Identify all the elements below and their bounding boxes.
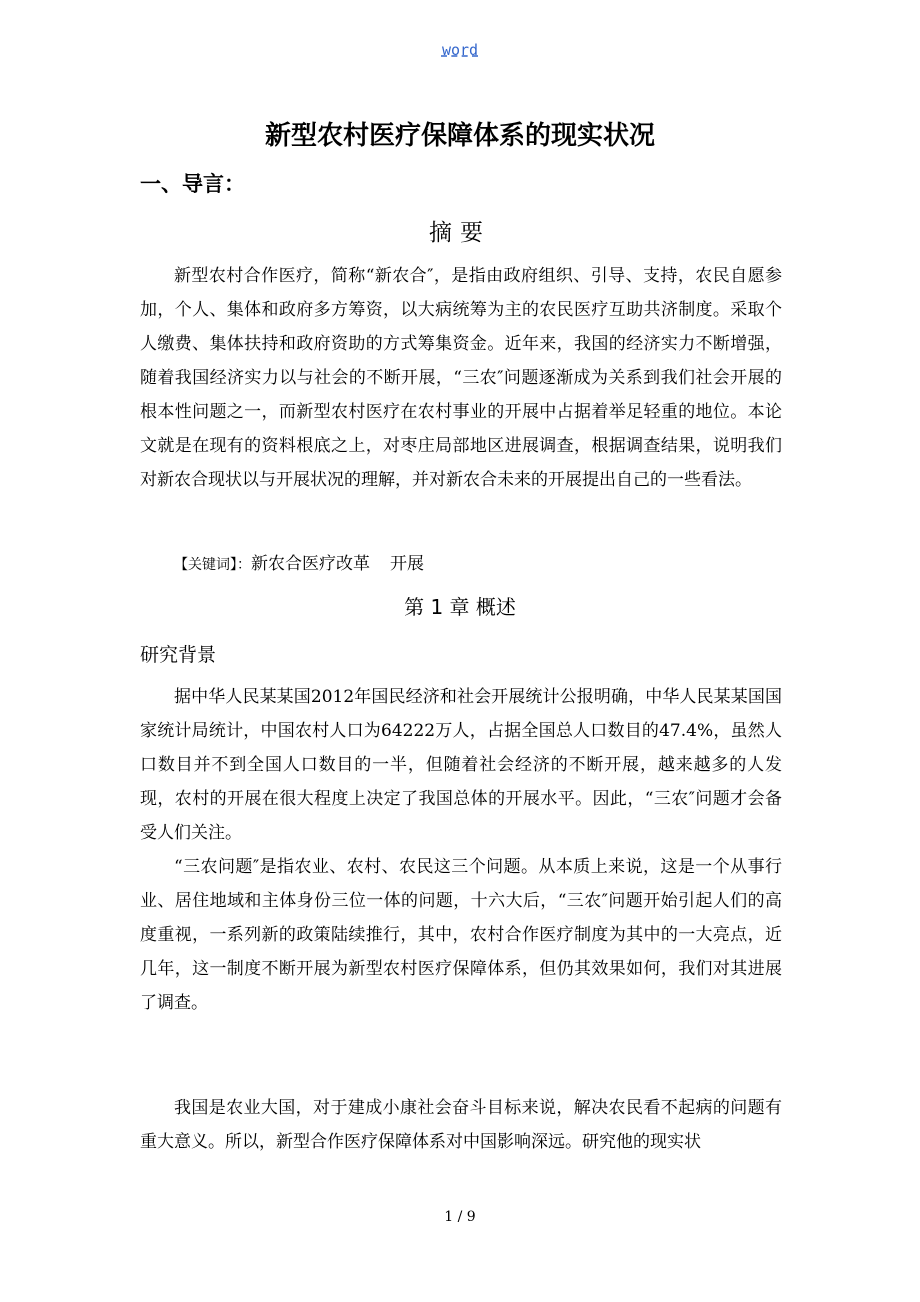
background-paragraph: 据中华人民某某国2012年国民经济和社会开展统计公报明确，中华人民某某国国家统计局统计，中国农村人口为64222万人，占据全国总人口数目的47.4%，虽然人口数目并不到全国人口数目的一半，但随着社会经济的不断开展，越来越多的人发现，农村的开展在很大程度上决定了我国总体的开展水平。因此，“三农″问题才会备受人们关注。 xyxy=(140,687,782,843)
page-header xyxy=(0,40,920,60)
background-paragraph: “三农问题″是指农业、农村、农民这三个问题。从本质上来说，这是一个从事行业、居住地域和主体身份三位一体的问题，十六大后，“三农″问题开始引起人们的高度重视，一系列新的政策陆续推行，其中，农村合作医疗制度为其中的一大亮点，近几年，这一制度不断开展为新型农村医疗保障体系，但仍其效果如何，我们对其进展了调查。 xyxy=(140,857,782,1013)
keywords-line xyxy=(174,547,424,582)
page-number: 1 / 9 xyxy=(444,1209,476,1225)
keyword-item: 开展 xyxy=(390,554,424,574)
abstract-paragraph: 新型农村合作医疗，简称“新农合″，是指由政府组织、引导、支持，农民自愿参加，个人、集体和政府多方筹资，以大病统筹为主的农民医疗互助共济制度。采取个人缴费、集体扶持和政府资助的方式筹集资金。近年来，我国的经济实力不断增强，随着我国经济实力以与社会的不断开展，“三农″问题逐渐成为关系到我们社会开展的根本性问题之一，而新型农村医疗在农村事业的开展中占据着举足轻重的地位。本论文就是在现有的资料根底之上，对枣庄局部地区进展调查，根据调查结果，说明我们对新农合现状以与开展状况的理解，并对新农合未来的开展提出自己的一些看法。 xyxy=(140,266,782,490)
keyword-item: 新农合医疗改革 xyxy=(251,554,370,574)
word-link[interactable]: word xyxy=(441,41,479,59)
subsection-heading: 研究背景 xyxy=(140,644,217,666)
chapter-heading: 第 1 章 概述 xyxy=(404,595,516,619)
keywords-label: 【关键词】： xyxy=(174,557,251,573)
section-heading-introduction: 一、导言： xyxy=(140,172,245,196)
significance-paragraph: 我国是农业大国，对于建成小康社会奋斗目标来说，解决农民看不起病的问题有重大意义。所以，新型合作医疗保障体系对中国影响深远。研究他的现实状 xyxy=(140,1098,782,1152)
abstract-heading: 摘要 xyxy=(429,220,491,246)
significance-block xyxy=(140,1091,782,1159)
document-title: 新型农村医疗保障体系的现实状况 xyxy=(264,121,655,151)
background-block xyxy=(140,680,782,1020)
abstract-block xyxy=(140,259,782,497)
